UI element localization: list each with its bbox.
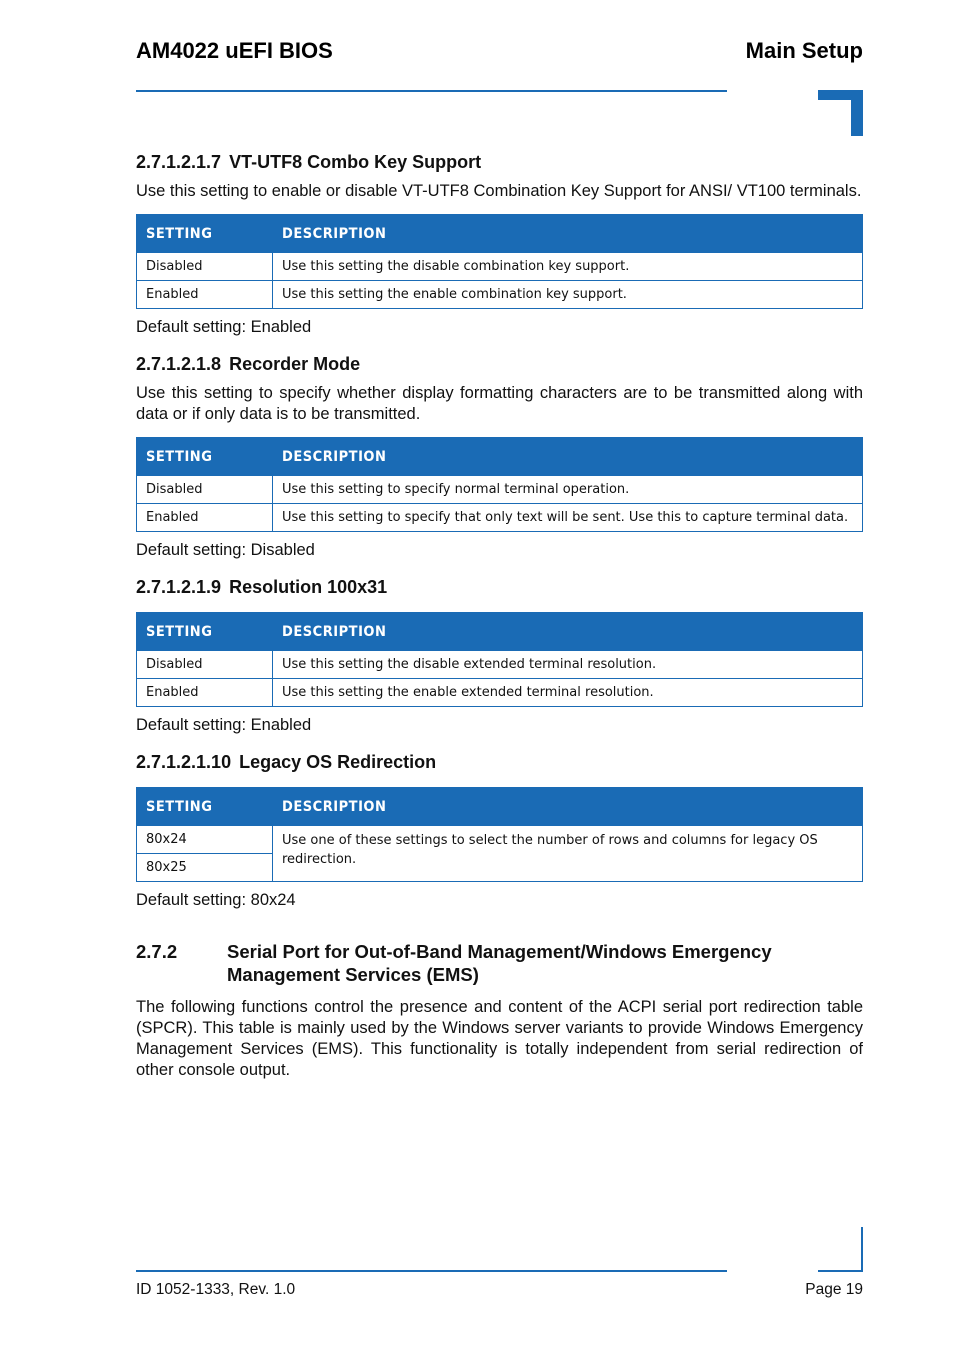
description-cell: Use this setting to specify normal terminal operation. bbox=[273, 476, 863, 504]
setting-cell: Enabled bbox=[137, 504, 273, 532]
table-legacy-os bbox=[136, 787, 863, 882]
intro-recorder-mode: Use this setting to specify whether display formatting characters are to be transmitted along with data or if only data is to be transmitted. bbox=[136, 384, 863, 423]
col-setting: SETTING bbox=[137, 215, 273, 253]
col-description: DESCRIPTION bbox=[273, 788, 863, 826]
description-cell: Use this setting the disable extended terminal resolution. bbox=[273, 651, 863, 679]
description-cell: Use this setting to specify that only text will be sent. Use this to capture terminal data. bbox=[273, 504, 863, 532]
setting-cell: Disabled bbox=[137, 651, 273, 679]
table-vt-utf8 bbox=[136, 214, 863, 309]
header-rule bbox=[136, 90, 727, 92]
table-header-row bbox=[137, 788, 863, 826]
col-setting: SETTING bbox=[137, 438, 273, 476]
table-row bbox=[137, 679, 863, 707]
description-cell: Use this setting the disable combination key support. bbox=[273, 253, 863, 281]
heading-serial-port-ems: 2.7.2 Serial Port for Out-of-Band Management/Windows Emergency Management Services (EMS) bbox=[136, 941, 772, 985]
table-header-row bbox=[137, 438, 863, 476]
heading-legacy-os: 2.7.1.2.1.10 Legacy OS Redirection bbox=[136, 752, 437, 772]
table-header-row bbox=[137, 215, 863, 253]
setting-cell: Disabled bbox=[137, 253, 273, 281]
default-setting: Default setting: Enabled bbox=[136, 318, 312, 336]
document-id: ID 1052-1333, Rev. 1.0 bbox=[136, 1281, 296, 1298]
body-serial-port-ems: The following functions control the presence and content of the ACPI serial port redirection table (SPCR). This table is mainly used by the Windows server variants to provide Windows Emergency Management Services (EMS). This functionality is totally independent from serial redirection of other console output. bbox=[136, 998, 863, 1079]
table-row bbox=[137, 504, 863, 532]
default-setting: Default setting: Enabled bbox=[136, 716, 312, 734]
document-title: AM4022 uEFI BIOS bbox=[136, 38, 333, 63]
heading-recorder-mode: 2.7.1.2.1.8 Recorder Mode bbox=[136, 354, 361, 374]
footer-rule bbox=[136, 1270, 727, 1272]
corner-mark-top-vertical bbox=[851, 90, 863, 136]
table-row bbox=[137, 826, 863, 854]
description-cell: Use one of these settings to select the number of rows and columns for legacy OS redirection. bbox=[273, 826, 863, 882]
col-setting: SETTING bbox=[137, 788, 273, 826]
description-cell: Use this setting the enable extended terminal resolution. bbox=[273, 679, 863, 707]
setting-cell: Enabled bbox=[137, 281, 273, 309]
setting-cell: Disabled bbox=[137, 476, 273, 504]
corner-mark-bottom bbox=[818, 1270, 863, 1272]
col-description: DESCRIPTION bbox=[273, 215, 863, 253]
col-setting: SETTING bbox=[137, 613, 273, 651]
section-title: Main Setup bbox=[745, 38, 863, 63]
table-resolution bbox=[136, 612, 863, 707]
setting-cell: 80x24 bbox=[137, 826, 273, 854]
intro-vt-utf8: Use this setting to enable or disable VT-UTF8 Combination Key Support for ANSI/ VT100 terminals. bbox=[136, 182, 862, 200]
heading-vt-utf8: 2.7.1.2.1.7 VT-UTF8 Combo Key Support bbox=[136, 152, 482, 172]
default-setting: Default setting: 80x24 bbox=[136, 891, 296, 909]
table-recorder-mode bbox=[136, 437, 863, 532]
description-cell: Use this setting the enable combination key support. bbox=[273, 281, 863, 309]
page-content bbox=[136, 152, 863, 1093]
table-row bbox=[137, 253, 863, 281]
heading-resolution: 2.7.1.2.1.9 Resolution 100x31 bbox=[136, 577, 388, 597]
setting-cell: Enabled bbox=[137, 679, 273, 707]
col-description: DESCRIPTION bbox=[273, 438, 863, 476]
col-description: DESCRIPTION bbox=[273, 613, 863, 651]
corner-mark-bottom-vertical bbox=[861, 1227, 863, 1272]
table-row bbox=[137, 476, 863, 504]
table-header-row bbox=[137, 613, 863, 651]
setting-cell: 80x25 bbox=[137, 854, 273, 882]
default-setting: Default setting: Disabled bbox=[136, 541, 315, 559]
table-row bbox=[137, 281, 863, 309]
page-number: Page 19 bbox=[805, 1281, 863, 1298]
table-row bbox=[137, 651, 863, 679]
